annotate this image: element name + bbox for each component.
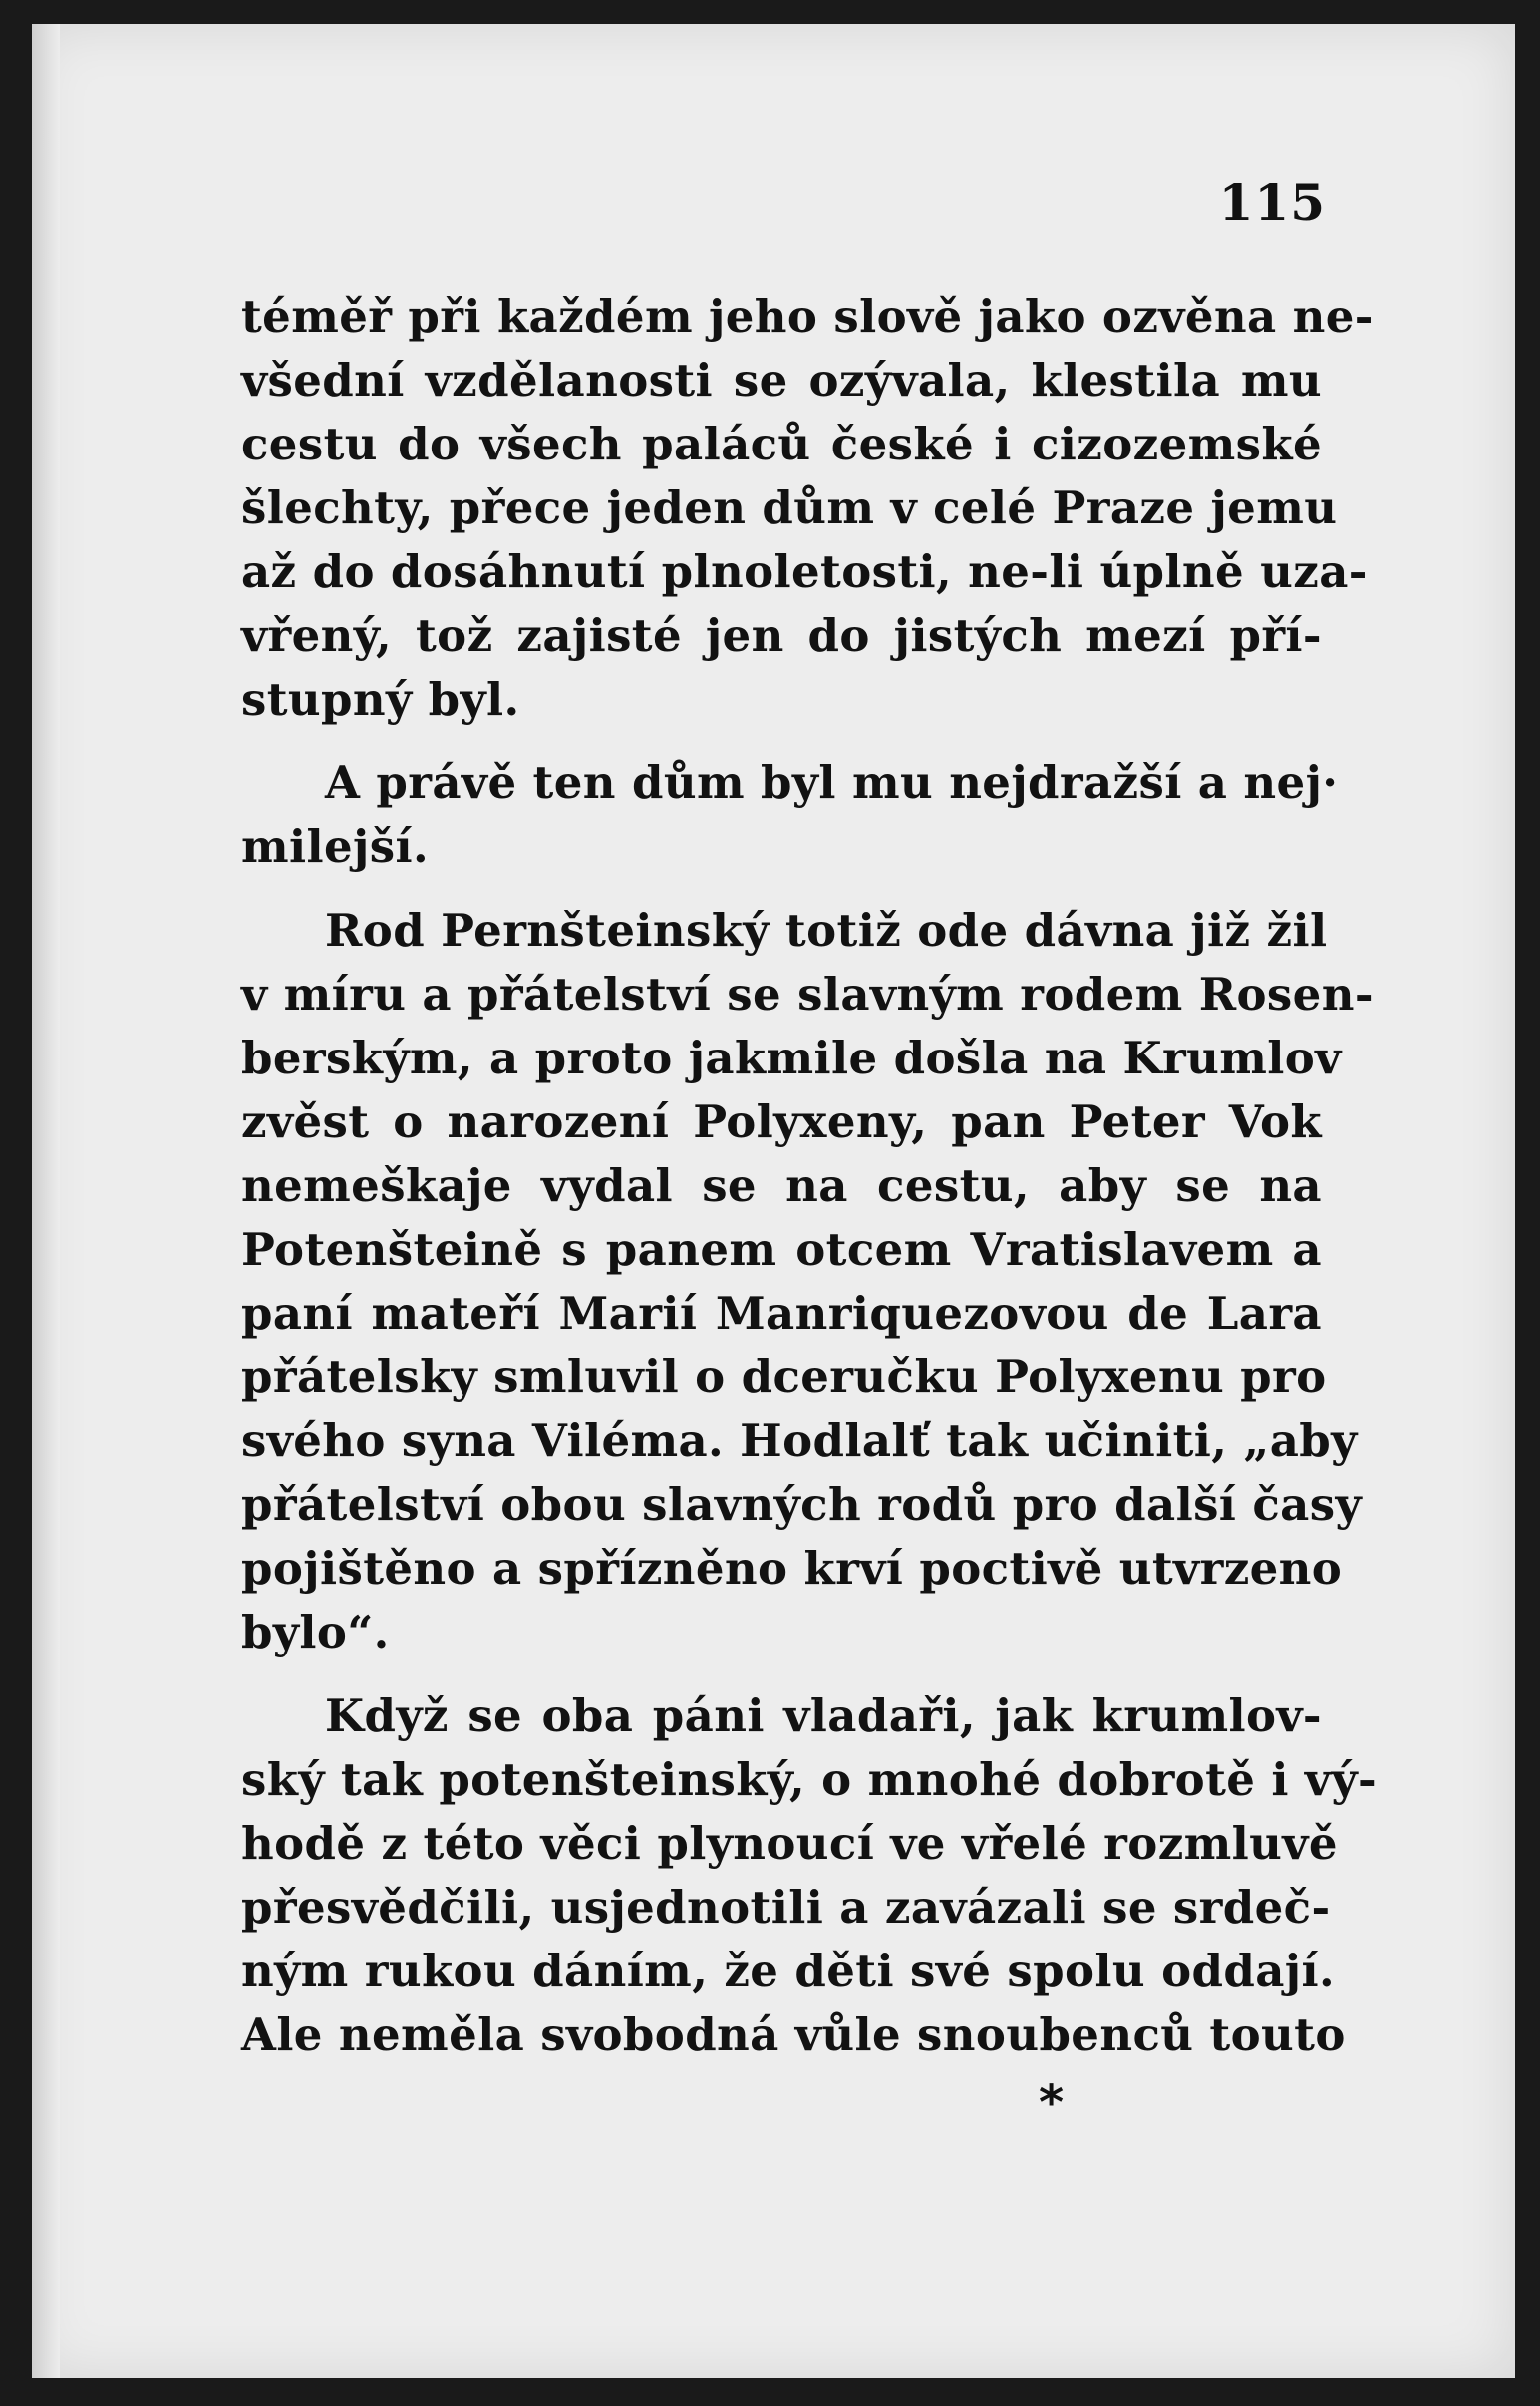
- text-line: zvěst o narození Polyxeny, pan Peter Vok: [241, 1095, 1322, 1148]
- text-line: Potenšteině s panem otcem Vratislavem a: [241, 1223, 1322, 1276]
- body-text: [241, 285, 1378, 2067]
- text-line: Když se oba páni vladaři, jak krumlov-: [325, 1689, 1322, 1742]
- text-line: pojištěno a spřízněno krví poctivě utvrzeno: [241, 1542, 1343, 1595]
- book-page: [32, 24, 1515, 2378]
- signature-mark: *: [1039, 2075, 1065, 2131]
- paragraph-gap: [241, 732, 1322, 752]
- text-line: cestu do všech paláců české i cizozemské: [241, 418, 1322, 470]
- text-line: Rod Pernšteinský totiž ode dávna již žil: [325, 904, 1328, 957]
- text-line: Ale neměla svobodná vůle snoubenců touto: [241, 2008, 1346, 2061]
- paragraph: [241, 899, 1374, 1664]
- text-line: hodě z této věci plynoucí ve vřelé rozmluvě: [241, 1817, 1338, 1870]
- paragraph-gap: [241, 1664, 1322, 1684]
- paragraph-gap: [241, 879, 1322, 899]
- text-line: ným rukou dáním, že děti své spolu oddají.: [241, 1945, 1336, 1997]
- text-line: svého syna Viléma. Hodlalť tak učiniti, „aby: [241, 1414, 1358, 1467]
- text-line: paní mateří Marií Manriquezovou de Lara: [241, 1287, 1322, 1340]
- text-line: šlechty, přece jeden dům v celé Praze jemu: [241, 481, 1338, 534]
- paragraph: [241, 752, 1339, 879]
- text-line: stupný byl.: [241, 673, 520, 726]
- paragraph: [241, 1684, 1378, 2067]
- text-line: až do dosáhnutí plnoletosti, ne-li úplně uza-: [241, 545, 1368, 598]
- text-line: nemeškaje vydal se na cestu, aby se na: [241, 1159, 1322, 1212]
- text-line: A právě ten dům byl mu nejdražší a nej·: [325, 756, 1339, 809]
- text-line: bylo“.: [241, 1606, 390, 1658]
- text-line: ský tak potenšteinský, o mnohé dobrotě i vý-: [241, 1753, 1378, 1806]
- text-line: přátelsky smluvil o dceručku Polyxenu pro: [241, 1351, 1327, 1403]
- page-number: 115: [1218, 173, 1326, 232]
- text-line: milejší.: [241, 820, 430, 873]
- text-line: téměř při každém jeho slově jako ozvěna ne-: [241, 290, 1374, 343]
- text-line: v míru a přátelství se slavným rodem Rosen-: [241, 968, 1374, 1021]
- page-spine-shadow: [32, 24, 60, 2378]
- text-line: všední vzdělanosti se ozývala, klestila mu: [241, 354, 1322, 407]
- paragraph: [241, 285, 1374, 732]
- text-line: berským, a proto jakmile došla na Krumlov: [241, 1032, 1342, 1084]
- text-line: vřený, tož zajisté jen do jistých mezí pří-: [241, 609, 1322, 662]
- text-line: přesvědčili, usjednotili a zavázali se srdeč-: [241, 1881, 1331, 1934]
- text-line: přátelství obou slavných rodů pro další časy: [241, 1478, 1363, 1531]
